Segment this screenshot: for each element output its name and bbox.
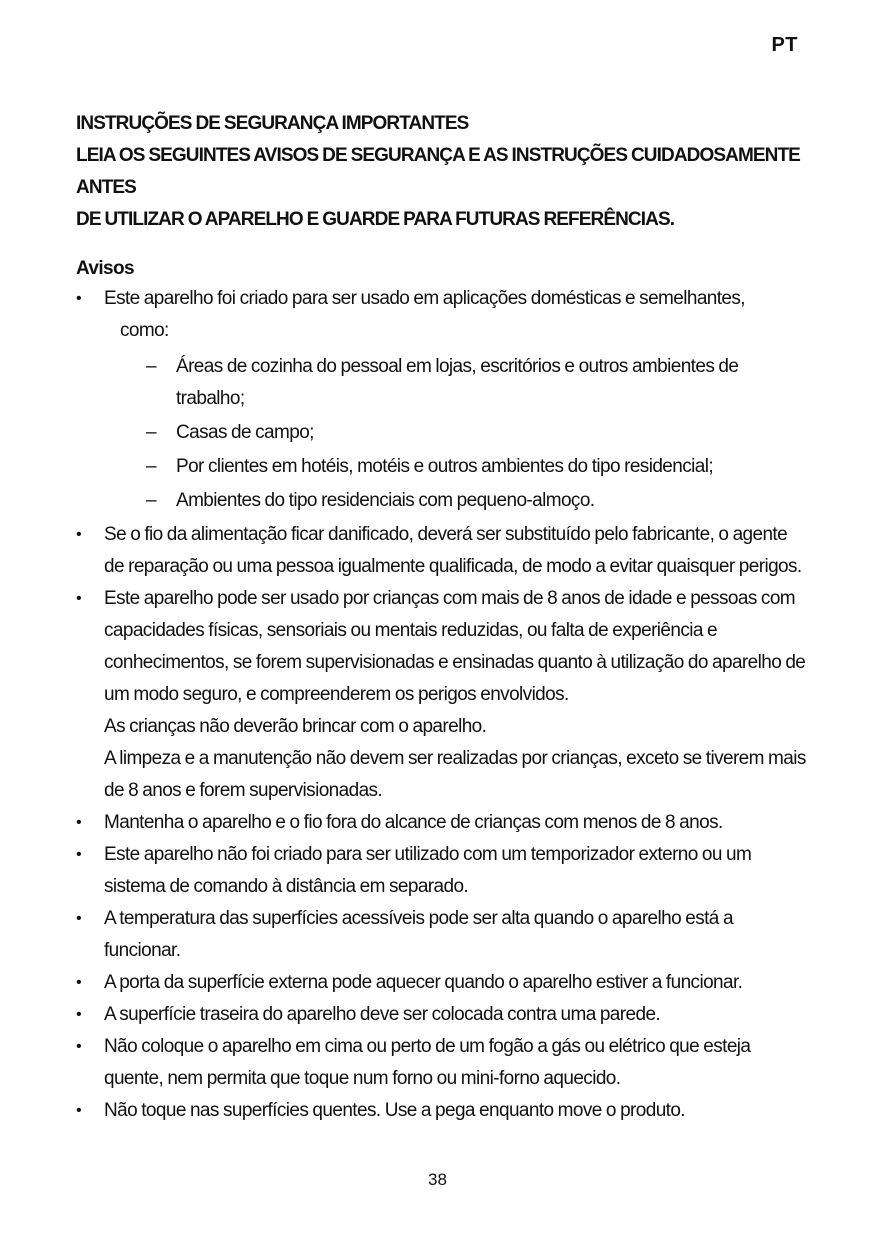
item-text: Este aparelho não foi criado para ser utilizado com um temporizador externo ou um sistema de comando à distância em separado.	[104, 844, 752, 897]
list-item	[76, 583, 806, 807]
sub-item-text: Por clientes em hotéis, motéis e outros ambientes do tipo residencial;	[176, 456, 714, 477]
sub-list-item	[104, 417, 806, 449]
list-item	[76, 967, 806, 999]
heading-line-2: LEIA OS SEGUINTES AVISOS DE SEGURANÇA E AS INSTRUÇÕES CUIDADOSAMENTE ANTES	[76, 145, 800, 198]
list-item	[76, 1031, 806, 1095]
item-text: Este aparelho pode ser usado por crianças com mais de 8 anos de idade e pessoas com capacidades físicas, sensoriais ou mentais reduzidas, ou falta de experiência e conhecimentos, se forem supervisionadas e ensinadas quanto à utilização do aparelho de um modo seguro, e compreenderem os perigos envolvidos.	[104, 588, 806, 705]
bullet-icon: •	[76, 1006, 82, 1023]
bullet-icon: •	[76, 290, 82, 307]
bullet-icon: •	[76, 814, 82, 831]
list-item	[76, 999, 806, 1031]
sub-item-text: Ambientes do tipo residenciais com pequeno-almoço.	[176, 490, 595, 511]
list-item	[76, 903, 806, 967]
sub-item-text: Casas de campo;	[176, 422, 314, 443]
list-item	[76, 283, 806, 517]
dash-icon: –	[146, 356, 156, 377]
item-text: Não coloque o aparelho em cima ou perto de um fogão a gás ou elétrico que esteja quente, nem permita que toque num forno ou mini-forno aquecido.	[104, 1036, 751, 1089]
item-text: A limpeza e a manutenção não devem ser realizadas por crianças, exceto se tiverem mais de 8 anos e forem supervisionadas.	[104, 748, 806, 801]
item-text: Mantenha o aparelho e o fio fora do alcance de crianças com menos de 8 anos.	[104, 812, 723, 833]
item-text: A superfície traseira do aparelho deve ser colocada contra uma parede.	[104, 1004, 661, 1025]
page-number: 38	[428, 1170, 447, 1189]
sub-list-item	[104, 485, 806, 517]
bullet-icon: •	[76, 910, 82, 927]
item-text: A temperatura das superfícies acessíveis pode ser alta quando o aparelho está a funcionar.	[104, 908, 733, 961]
list-item	[76, 839, 806, 903]
heading-line-1: INSTRUÇÕES DE SEGURANÇA IMPORTANTES	[76, 113, 469, 134]
bullet-icon: •	[76, 974, 82, 991]
warnings-list	[76, 283, 806, 1127]
item-text: A porta da superfície externa pode aquecer quando o aparelho estiver a funcionar.	[104, 972, 743, 993]
heading-line-3: DE UTILIZAR O APARELHO E GUARDE PARA FUTURAS REFERÊNCIAS.	[76, 209, 675, 230]
dash-icon: –	[146, 456, 156, 477]
sub-list-item	[104, 451, 806, 483]
list-item	[76, 807, 806, 839]
section-title: Avisos	[76, 258, 135, 279]
bullet-icon: •	[76, 590, 82, 607]
bullet-icon: •	[76, 1102, 82, 1119]
item-text: Se o fio da alimentação ficar danificado, deverá ser substituído pelo fabricante, o agente de reparação ou uma pessoa igualmente qualificada, de modo a evitar quaisquer perigos.	[104, 524, 802, 577]
dash-icon: –	[146, 422, 156, 443]
bullet-icon: •	[76, 846, 82, 863]
list-item	[76, 1095, 806, 1127]
language-label: PT	[771, 34, 798, 56]
item-text: Não toque nas superfícies quentes. Use a pega enquanto move o produto.	[104, 1100, 685, 1121]
document-body	[76, 108, 806, 1127]
list-item	[76, 519, 806, 583]
bullet-icon: •	[76, 526, 82, 543]
intro-line-2: como:	[120, 320, 169, 341]
dash-icon: –	[146, 490, 156, 511]
sub-list	[104, 351, 806, 517]
safety-heading	[76, 108, 806, 236]
bullet-icon: •	[76, 1038, 82, 1055]
item-text: As crianças não deverão brincar com o aparelho.	[104, 716, 487, 737]
intro-line-1: Este aparelho foi criado para ser usado em aplicações domésticas e semelhantes,	[104, 288, 745, 309]
sub-list-item	[104, 351, 806, 415]
sub-item-text: Áreas de cozinha do pessoal em lojas, escritórios e outros ambientes de trabalho;	[176, 356, 739, 409]
